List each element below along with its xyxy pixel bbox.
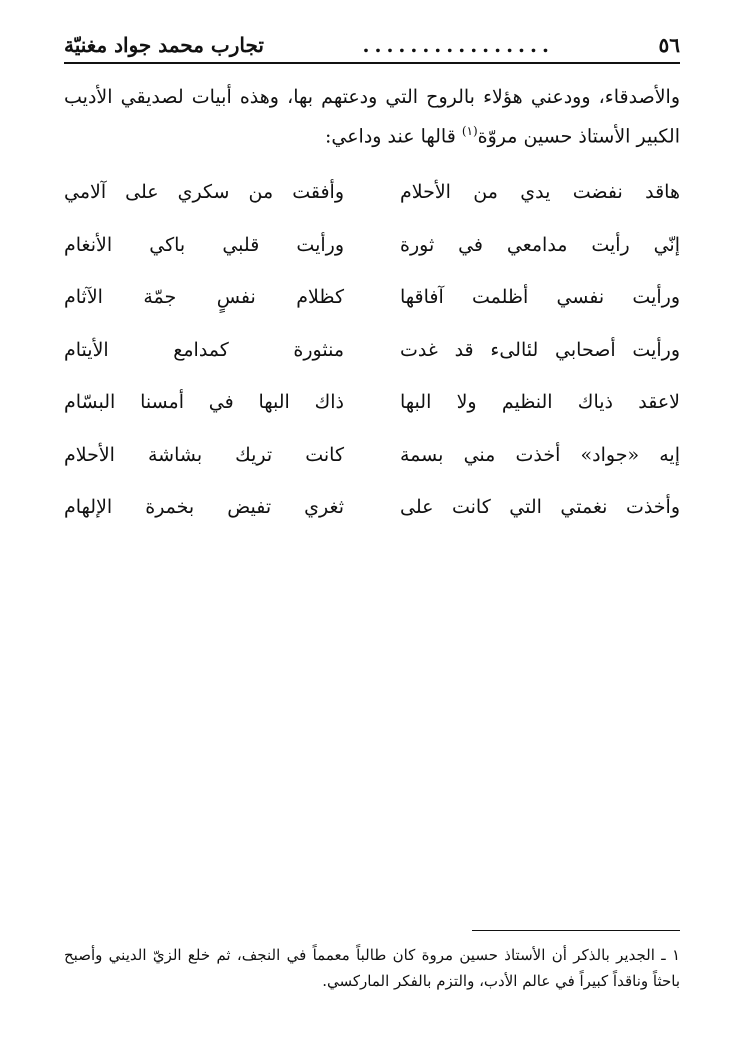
running-header bbox=[64, 28, 680, 62]
verse-first-hemistich: إنّي رأيت مدامعي في ثورة bbox=[400, 233, 680, 256]
verse-first-hemistich: إيه «جواد» أخذت مني بسمة bbox=[400, 443, 680, 466]
poem-verse bbox=[64, 481, 680, 534]
verse-second-hemistich: كانت تريك بشاشة الأحلام bbox=[64, 443, 344, 466]
verse-second-hemistich: وأفقت من سكري على آلامي bbox=[64, 181, 344, 204]
poem-verse bbox=[64, 271, 680, 324]
poem-verse bbox=[64, 429, 680, 482]
poem-verse bbox=[64, 219, 680, 272]
page-number: ٥٦ bbox=[658, 33, 680, 57]
footnote-marker: (١) bbox=[461, 124, 478, 138]
footnote-rule bbox=[472, 930, 680, 931]
header-dot-leader: ................ bbox=[362, 33, 554, 57]
verse-second-hemistich: ورأيت قلبي باكي الأنغام bbox=[64, 233, 344, 256]
verse-first-hemistich: ورأيت نفسي أظلمت آفاقها bbox=[400, 286, 680, 309]
verse-second-hemistich: ذاك البها في أمسنا البسّام bbox=[64, 391, 344, 414]
poem-verse bbox=[64, 376, 680, 429]
verse-first-hemistich: هاقد نفضت يدي من الأحلام bbox=[400, 181, 680, 204]
poem bbox=[64, 166, 680, 534]
verse-first-hemistich: لاعقد ذياك النظيم ولا البها bbox=[400, 391, 680, 414]
verse-first-hemistich: وأخذت نغمتي التي كانت على bbox=[400, 496, 680, 519]
verse-second-hemistich: ثغري تفيض بخمرة الإلهام bbox=[64, 496, 344, 519]
header-rule bbox=[64, 62, 680, 64]
poem-verse bbox=[64, 166, 680, 219]
verse-first-hemistich: ورأيت أصحابي لئالىء قد غدت bbox=[400, 338, 680, 361]
poem-verse bbox=[64, 324, 680, 377]
intro-text: والأصدقاء، وودعني هؤلاء بالروح التي ودعتهم بها، وهذه أبيات لصديقي الأديب الكبير الأستاذ حسين مروّة bbox=[64, 86, 680, 148]
verse-second-hemistich: منثورة كمدامع الأيتام bbox=[64, 338, 344, 361]
verse-second-hemistich: كظلام نفسٍ جمّة الآثام bbox=[64, 286, 344, 309]
book-title: تجارب محمد جواد مغنيّة bbox=[64, 33, 264, 57]
intro-text-end: قالها عند وداعي: bbox=[324, 125, 462, 148]
intro-paragraph bbox=[64, 80, 680, 153]
footnote: ١ ـ الجدير بالذكر أن الأستاذ حسين مروة كان طالباً معمماً في النجف، ثم خلع الزيّ الديني وأصبح باحثاً وناقداً كبيراً في عالم الأدب، والتزم بالفكر الماركسي. bbox=[64, 946, 680, 990]
